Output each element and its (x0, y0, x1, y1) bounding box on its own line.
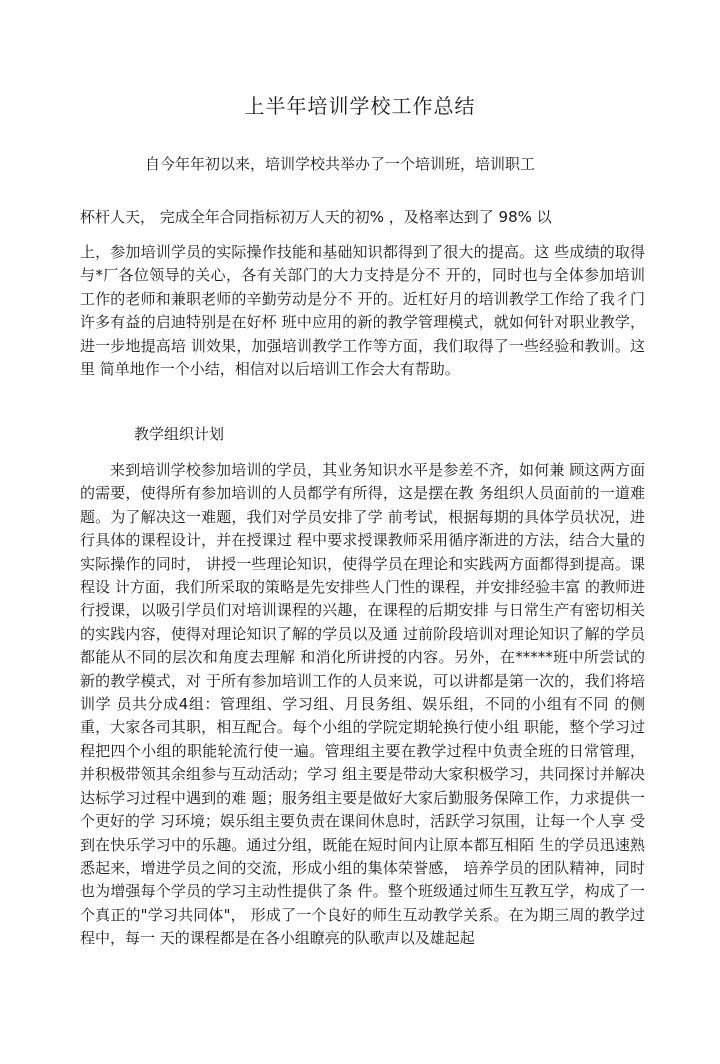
paragraph-summary: 上，参加培训学员的实际操作技能和基础知识都得到了很大的提高。这 些成绩的取得与*厂各位领导的关心，各有关部门的大力支持是分不 开的，同时也与全体参加培训工作的老师和兼职老师的辛勤劳动是分不 开的。近杠好月的培训教学工作给了我彳门许多有益的启迪特别是在好杯 班中应用的新的教学管理模式，就如何针对职业教学，进一步地提高培 训效果，加强培训教学工作等方面，我们取得了一些经验和教训。这里 简单地作一个小结，相信对以后培训工作会大有帮助。 (80, 243, 645, 379)
document-title: 上半年培训学校工作总结 (244, 94, 476, 118)
intro-line-2: 杯杆人天， 完成全年合同指标初万人天的初% ，及格率达到了 98% 以 (80, 208, 552, 226)
paragraph-teaching-plan: 来到培训学校参加培训的学员，其业务知识水平是参差不齐，如何兼 顾这两方面的需要，使得所有参加培训的人员都学有所得，这是摆在教 务组织人员面前的一道难题。为了解决这一难题，我们对学员安排了学 前考试，根据每期的具体学员状况，进行具体的课程设计，并在授课过 程中要求授课教师采用循序渐进的方法，结合大量的实际操作的同时， 讲授一些理论知识，使得学员在理论和实践两方面都得到提高。课程设 计方面，我们所采取的策略是先安排些人门性的课程，并安排经验丰富 的教师进行授课，以吸引学员们对培训课程的兴趣，在课程的后期安排 与日常生产有密切相关的实践内容，使得对理论知识了解的学员以及通 过前阶段培训对理论知识了解的学员都能从不同的层次和角度去理解 和消化所讲授的内容。另外，在*****班中所尝试的新的教学模式，对 于所有参加培训工作的人员来说，可以讲都是第一次的，我们将培训学 员共分成4组：管理组、学习组、月艮务组、娱乐组，不同的小组有不同 的侧重，大家各司其职，相互配合。每个小组的学院定期轮换行使小组 职能，整个学习过程把四个小组的职能轮流行使一遍。管理组主要在教学过程中负责全班的日常管理，并积极带领其余组参与互动活动；学习 组主要是带动大家积极学习，共同探讨并解决达标学习过程中遇到的难 题；服务组主要是做好大家后勤服务保障工作，力求提供一个更好的学 习环境；娱乐组主要负责在课间休息时，活跃学习氛围，让每一个人享 受到在快乐学习中的乐趣。通过分组，既能在短时间内让原本都互相陌 生的学员迅速熟悉起来，增进学员之间的交流，形成小组的集体荣誉感， 培养学员的团队精神，同时也为增强每个学员的学习主动性提供了条 件。整个班级通过师生互教互学，构成了一个真正的"学习共同体"， 形成了一个良好的师生互动教学关系。在为期三周的教学过程中，每一 天的课程都是在各小组瞭亮的队歌声以及雄起起 (80, 461, 645, 948)
section-heading: 教学组织计划 (134, 425, 225, 443)
intro-line-1: 自今年年初以来，培训学校共举办了一个培训班，培训职工 (145, 155, 536, 173)
